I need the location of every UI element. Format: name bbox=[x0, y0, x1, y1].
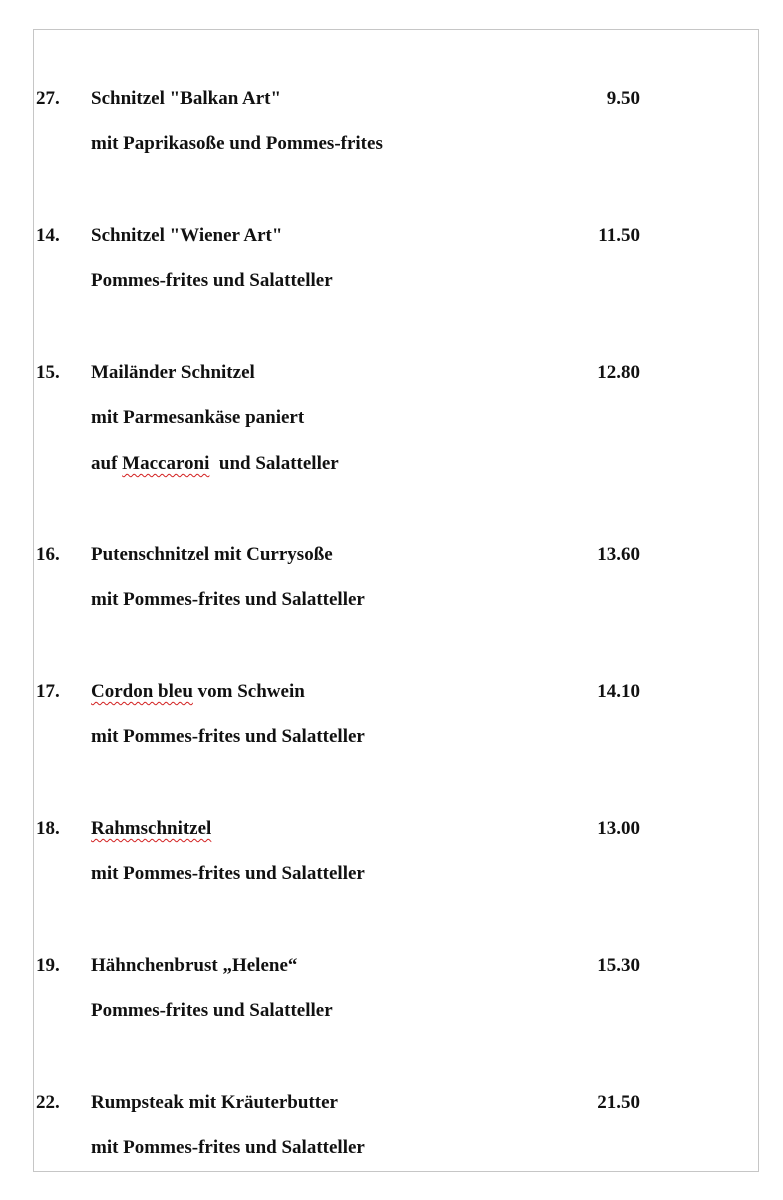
item-description: mit Pommes-frites und Salatteller bbox=[91, 1137, 365, 1158]
item-number: 14. bbox=[36, 225, 60, 246]
item-price: 12.80 bbox=[597, 362, 640, 383]
item-title: Rumpsteak mit Kräuterbutter bbox=[91, 1092, 338, 1113]
item-title: Putenschnitzel mit Currysoße bbox=[91, 544, 333, 565]
item-title: Hähnchenbrust „Helene“ bbox=[91, 955, 298, 976]
document-page bbox=[33, 29, 759, 1172]
item-description: Pommes-frites und Salatteller bbox=[91, 1000, 333, 1021]
item-price: 13.60 bbox=[597, 544, 640, 565]
item-number: 15. bbox=[36, 362, 60, 383]
text-fragment: vom Schwein bbox=[192, 681, 305, 702]
item-number: 18. bbox=[36, 818, 60, 839]
item-price: 21.50 bbox=[597, 1092, 640, 1113]
item-number: 17. bbox=[36, 681, 60, 702]
spellcheck-word: Maccaroni bbox=[122, 453, 210, 474]
item-description-line bbox=[91, 453, 339, 475]
spellcheck-word: Cordon bleu bbox=[91, 681, 193, 702]
item-price: 13.00 bbox=[597, 818, 640, 839]
item-price: 9.50 bbox=[606, 88, 640, 109]
item-title: Schnitzel "Balkan Art" bbox=[91, 88, 281, 109]
item-description: mit Parmesankäse paniert bbox=[91, 407, 305, 428]
item-description: mit Pommes-frites und Salatteller bbox=[91, 863, 365, 884]
item-number: 22. bbox=[36, 1092, 60, 1113]
item-description: mit Pommes-frites und Salatteller bbox=[91, 589, 365, 610]
item-price: 14.10 bbox=[597, 681, 640, 702]
item-price: 15.30 bbox=[597, 955, 640, 976]
item-number: 16. bbox=[36, 544, 60, 565]
item-title bbox=[91, 681, 305, 703]
item-description: Pommes-frites und Salatteller bbox=[91, 270, 333, 291]
text-fragment: auf bbox=[91, 453, 123, 474]
item-number: 19. bbox=[36, 955, 60, 976]
item-title: Schnitzel "Wiener Art" bbox=[91, 225, 283, 246]
item-description: mit Pommes-frites und Salatteller bbox=[91, 726, 365, 747]
item-price: 11.50 bbox=[598, 225, 640, 246]
item-title: Rahmschnitzel bbox=[91, 818, 212, 839]
text-fragment: und Salatteller bbox=[209, 453, 339, 474]
item-number: 27. bbox=[36, 88, 60, 109]
item-title: Mailänder Schnitzel bbox=[91, 362, 255, 383]
item-description: mit Paprikasoße und Pommes-frites bbox=[91, 133, 383, 154]
